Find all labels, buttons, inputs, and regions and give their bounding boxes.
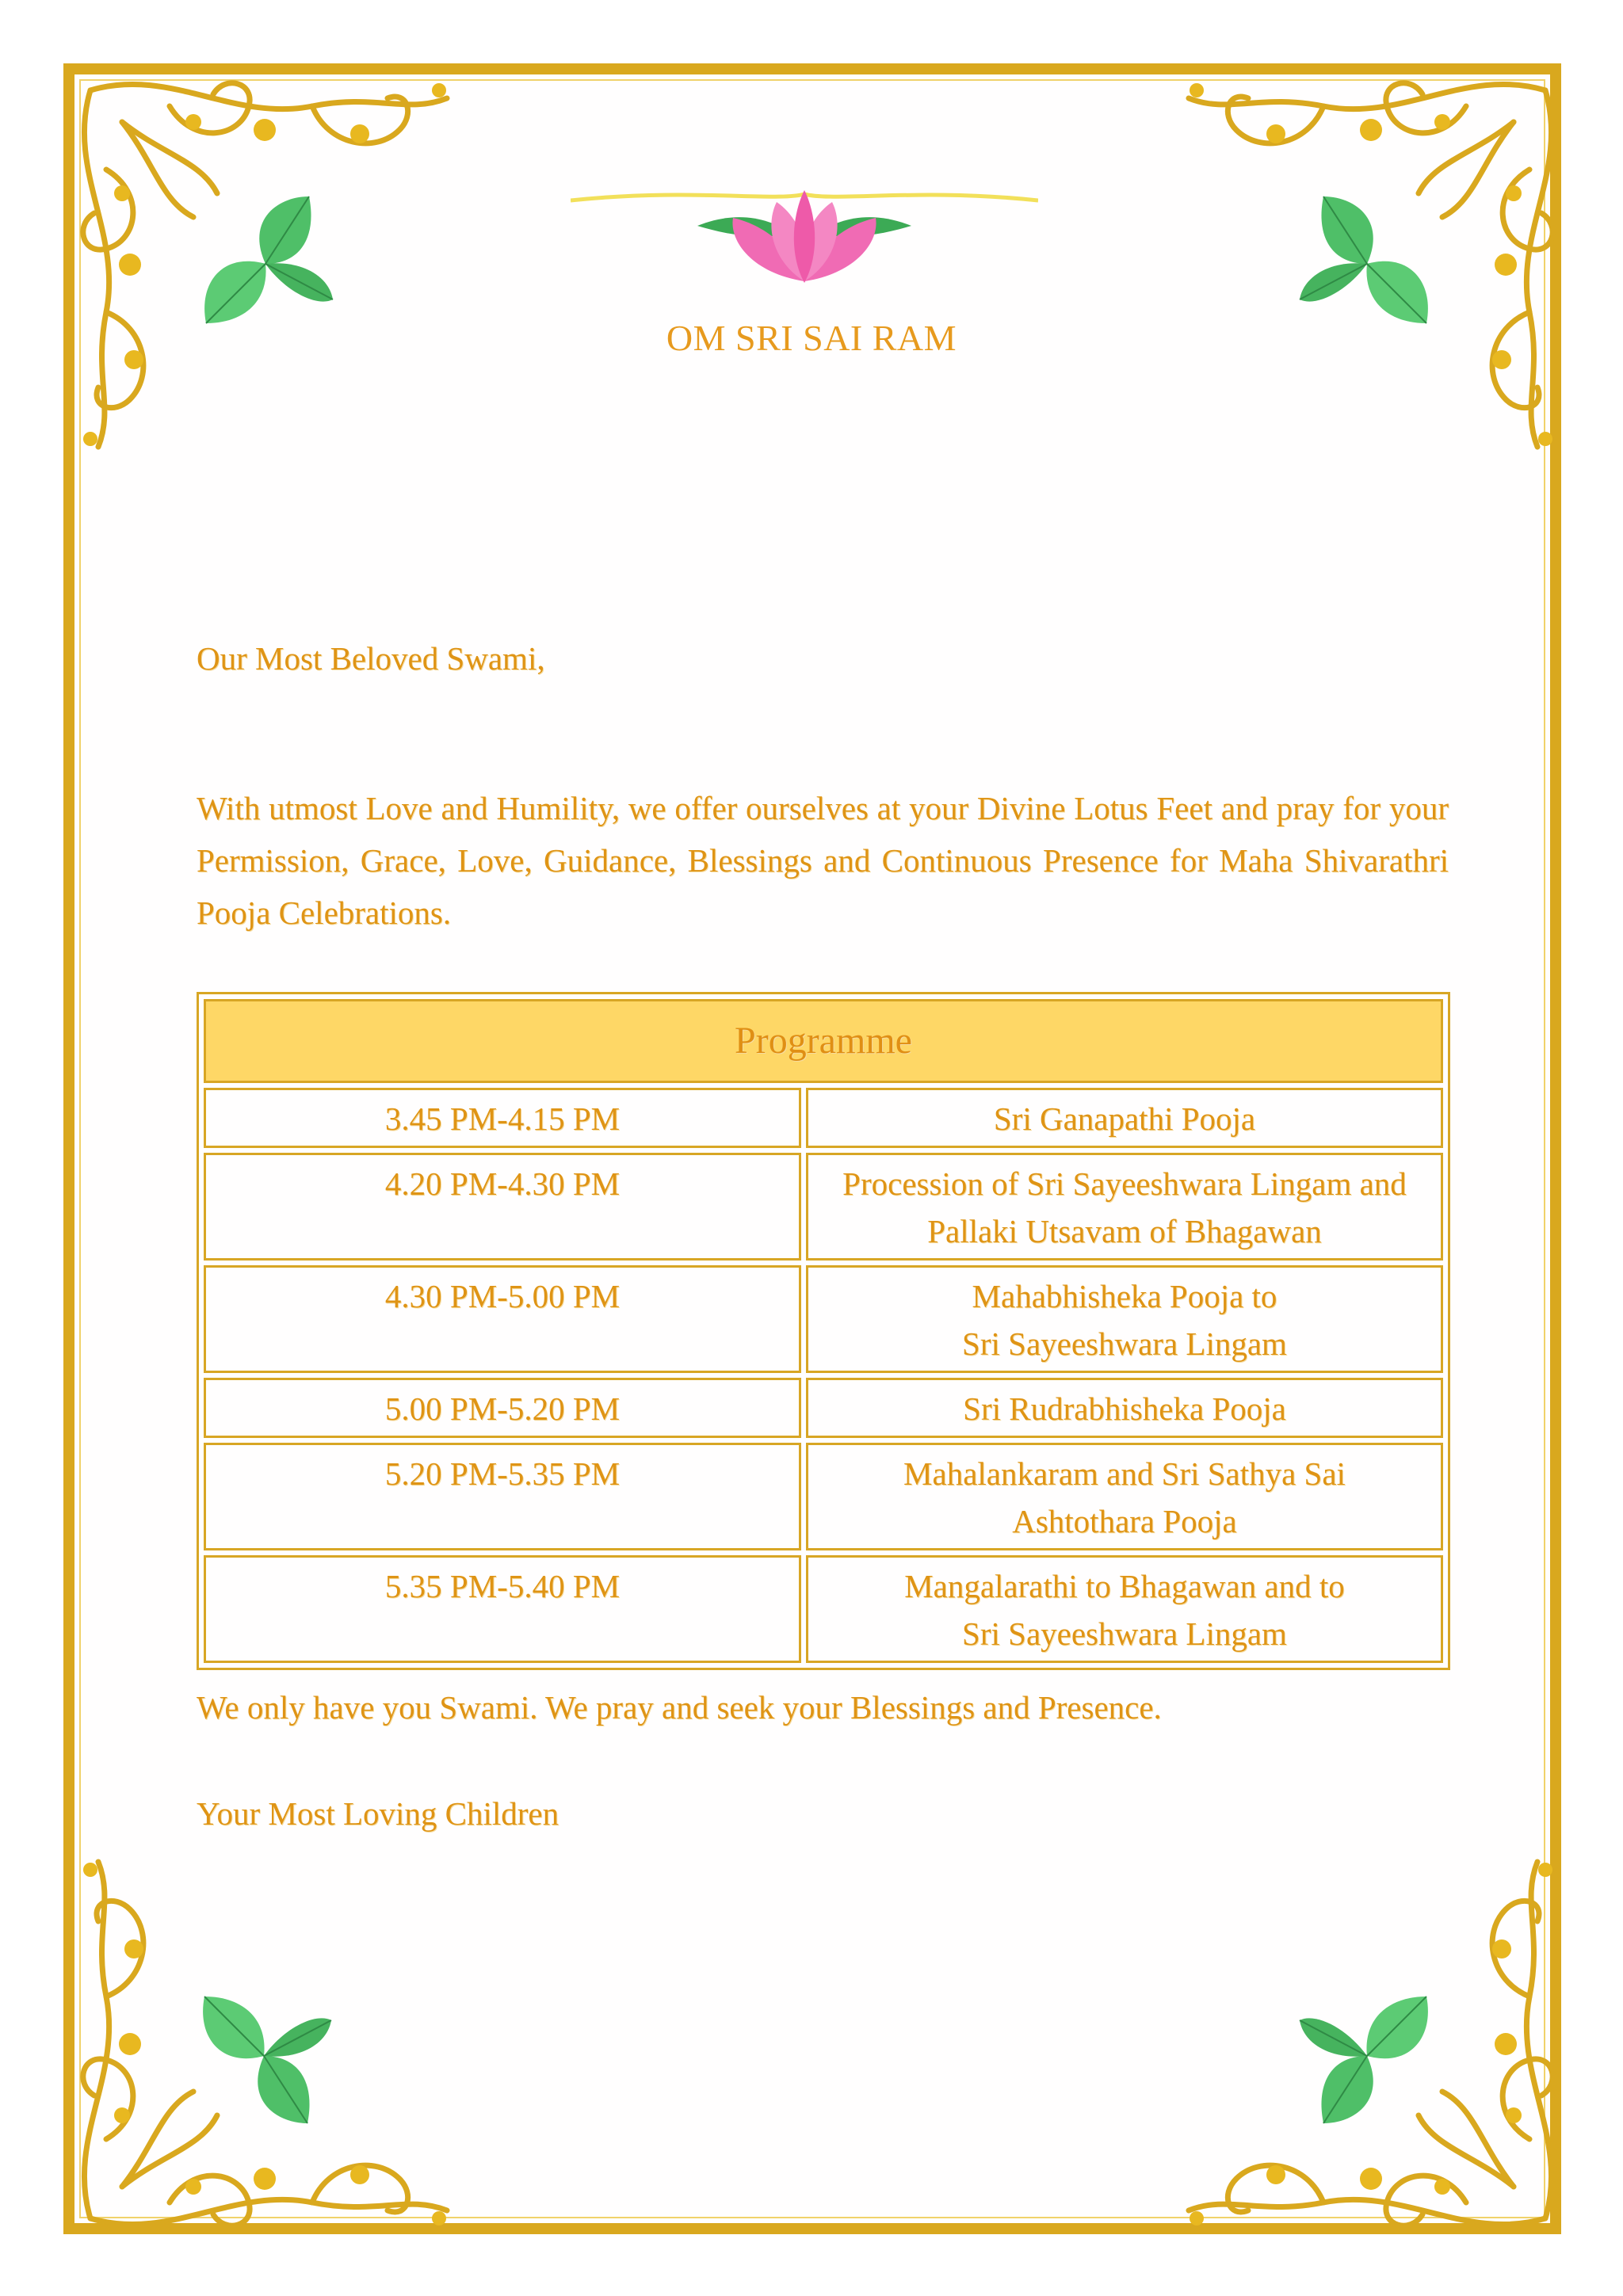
page-title: OM SRI SAI RAM: [666, 318, 957, 358]
table-row: [204, 1378, 1443, 1438]
letter-body: With utmost Love and Humility, we offer ourselves at your Divine Lotus Feet and pray for your Permission, Grace, Love, Guidance, Blessings and Continuous Presence for Maha Shivarathri Pooja Celebrations.: [197, 790, 1449, 931]
time-cell: 5.35 PM-5.40 PM: [204, 1555, 801, 1663]
table-row: [204, 1555, 1443, 1663]
table-row: [204, 1443, 1443, 1550]
signature: Your Most Loving Children: [197, 1795, 559, 1832]
event-line: Sri Rudrabhisheka Pooja: [963, 1390, 1286, 1427]
time-cell: 3.45 PM-4.15 PM: [204, 1088, 801, 1148]
lotus-icon: [571, 178, 1038, 289]
event-line: Ashtothara Pooja: [1012, 1503, 1237, 1539]
event-line: Sri Sayeeshwara Lingam: [962, 1325, 1287, 1362]
programme-table: [197, 992, 1450, 1670]
table-row: [204, 1265, 1443, 1373]
leaf-icon: [1292, 1981, 1442, 2131]
event-cell: [806, 1153, 1443, 1261]
event-cell: [806, 1443, 1443, 1550]
greeting: Our Most Beloved Swami,: [197, 640, 545, 677]
event-line: Mahalankaram and Sri Sathya Sai: [903, 1455, 1346, 1492]
event-cell: [806, 1555, 1443, 1663]
event-cell: [806, 1265, 1443, 1373]
leaf-icon: [189, 1981, 339, 2131]
event-line: Pallaki Utsavam of Bhagawan: [927, 1213, 1322, 1249]
event-cell: [806, 1088, 1443, 1148]
time-cell: 5.20 PM-5.35 PM: [204, 1443, 801, 1550]
time-cell: 4.20 PM-4.30 PM: [204, 1153, 801, 1261]
event-line: Mahabhisheka Pooja to: [972, 1278, 1277, 1314]
event-line: Sri Ganapathi Pooja: [993, 1100, 1256, 1137]
event-line: Sri Sayeeshwara Lingam: [962, 1615, 1287, 1652]
time-cell: 5.00 PM-5.20 PM: [204, 1378, 801, 1438]
event-cell: [806, 1378, 1443, 1438]
programme-heading: Programme: [204, 999, 1443, 1083]
closing-line: We only have you Swami. We pray and seek your Blessings and Presence.: [197, 1689, 1162, 1726]
event-line: Mangalarathi to Bhagawan and to: [904, 1568, 1345, 1604]
time-cell: 4.30 PM-5.00 PM: [204, 1265, 801, 1373]
event-line: Procession of Sri Sayeeshwara Lingam and: [842, 1165, 1407, 1202]
table-row: [204, 1088, 1443, 1148]
table-row: [204, 1153, 1443, 1261]
